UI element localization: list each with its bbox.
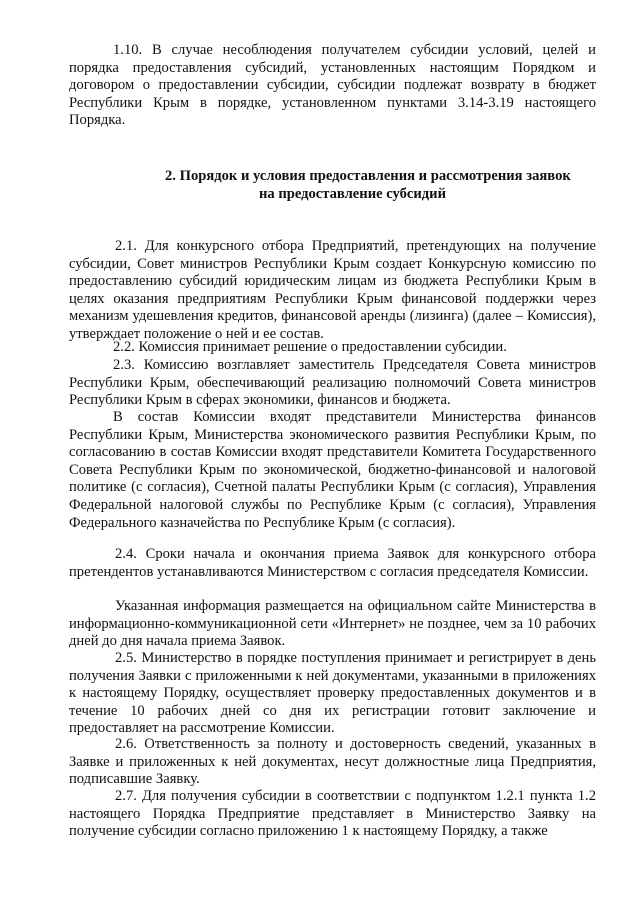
section-2-heading-line-1: 2. Порядок и условия предоставления и рассмотрения заявок [165,168,571,184]
paragraph-2-1: 2.1. Для конкурсного отбора Предприятий, претендующих на получение субсидии, Совет министров Республики Крым создает Конкурсную комиссию по предоставлению субсидий юридическим лицам из бюджета Республики Крым в целях оказания предприятиям Республики Крым финансовой поддержки через механизм удешевления кредитов, финансовой аренды (лизинга) (далее – Комиссия), утверждает положение о ней и ее состав. [69,238,596,342]
paragraph-2-3: 2.3. Комиссию возглавляет заместитель Председателя Совета министров Республики Крым, обеспечивающий реализацию полномочий Совета министров Республики Крым в сферах экономики, финансов и бюджета. [69,357,596,409]
paragraph-2-5: 2.5. Министерство в порядке поступления принимает и регистрирует в день получения Заявки с приложенными к ней документами, указанными в приложениях к настоящему Порядку, осуществляет проверку предоставленных документов и в течение 10 рабочих дней со дня их регистрации готовит заключение и предоставляет на рассмотрение Комиссии. [69,650,596,737]
section-2-heading [69,167,596,203]
paragraph-1-10: 1.10. В случае несоблюдения получателем субсидии условий, целей и порядка предоставления субсидий, установленных настоящим Порядком и договором о предоставлении субсидии, субсидии подлежат возврату в бюджет Республики Крым в порядке, установленном пунктами 3.14-3.19 настоящего Порядка. [69,42,596,129]
paragraph-2-2: 2.2. Комиссия принимает решение о предоставлении субсидии. [113,339,507,355]
paragraph-2-4-info: Указанная информация размещается на официальном сайте Министерства в информационно-коммуникационной сети «Интернет» не позднее, чем за 10 рабочих дней до дня начала приема Заявок. [69,598,596,650]
paragraph-2-6: 2.6. Ответственность за полноту и достоверность сведений, указанных в Заявке и приложенных к ней документах, несут должностные лица Предприятия, подписавшие Заявку. [69,736,596,788]
paragraph-2-7: 2.7. Для получения субсидии в соответствии с подпунктом 1.2.1 пункта 1.2 настоящего Порядка Предприятие представляет в Министерство Заявку на получение субсидии согласно приложению 1 к настоящему Порядку, а также [69,788,596,840]
paragraph-2-4: 2.4. Сроки начала и окончания приема Заявок для конкурсного отбора претендентов устанавливаются Министерством с согласия председателя Комиссии. [69,546,596,580]
paragraph-2-3-members: В состав Комиссии входят представители Министерства финансов Республики Крым, Министерства экономического развития Республики Крым, по согласованию в состав Комиссии входят представители Комитета Государственного Совета Республики Крым по экономической, бюджетно-финансовой и налоговой политике (с согласия), Счетной палаты Республики Крым (с согласия), Управления Федеральной налоговой службы по Республике Крым (с согласия), Управления Федерального казначейства по Республике Крым (с согласия). [69,409,596,531]
section-2-heading-line-2: на предоставление субсидий [258,186,447,202]
